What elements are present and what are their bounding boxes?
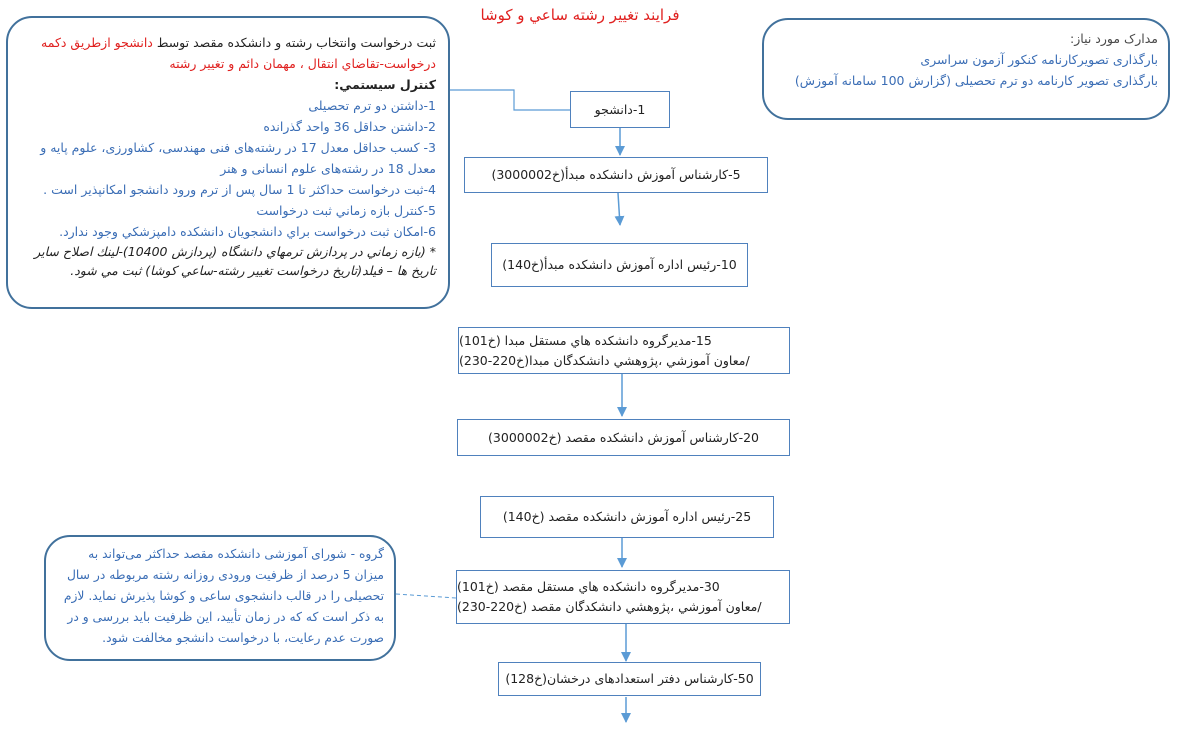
step-origin-education-expert: 5-كارشناس آموزش دانشكده مبدأ(خ3000002) bbox=[464, 157, 768, 193]
document-item: بارگذاری تصویر کارنامه دو ترم تحصیلی (گزارش 100 سامانه آموزش) bbox=[794, 73, 1158, 88]
step-destination-education-head: 25-رئیس اداره آموزش دانشکده مقصد (خ140) bbox=[480, 496, 774, 538]
control-item: 3- کسب حداقل معدل 17 در رشته‌های فنی مهندسی، کشاورزی، علوم پایه و معدل 18 در رشته‌های علوم انسانی و هنر bbox=[40, 140, 436, 176]
arrow-2 bbox=[618, 193, 620, 225]
step-student: 1-دانشجو bbox=[570, 91, 670, 128]
dashed-connector-council bbox=[396, 594, 456, 598]
controls-note: * (بازه زماني در پردازش ترمهاي دانشگاه (پردازش 10400)-لينك اصلاح ساير تاريخ ها – فيلد(تاريخ درخواست تغيير رشته-ساعي كوشا) ثبت مي شود. bbox=[34, 244, 436, 278]
connector-controls-to-student bbox=[450, 90, 570, 110]
step-talent-office-expert: 50-كارشناس دفتر استعدادهای درخشان(خ128) bbox=[498, 662, 761, 696]
council-note-box: گروه - شورای آموزشی دانشکده مقصد حداکثر می‌تواند به میزان 5 درصد از ظرفیت ورودی روزانه رشته مربوطه در سال تحصیلی را در قالب دانشجوی ساعی و کوشا پذیرش نماید. لازم به ذکر است که که در زمان تأیید، این ظرفیت باید بررسی و در صورت عدم رعایت، با درخواست دانشجو مخالفت شود. bbox=[44, 535, 396, 661]
control-item: 2-داشتن حداقل 36 واحد گذرانده bbox=[263, 119, 436, 134]
control-item: 4-ثبت درخواست حداکثر تا 1 سال پس از ترم ورود دانشجو امکانپذیر است . bbox=[43, 182, 436, 197]
control-item: 6-امكان ثبت درخواست براي دانشجويان دانشكده دامپزشكي وجود ندارد. bbox=[59, 224, 436, 239]
control-item: 5-كنترل بازه زماني ثبت درخواست bbox=[256, 203, 436, 218]
step-destination-department-head-line2: /معاون آموزشي ،پژوهشي دانشكدگان مقصد (خ220-230) bbox=[457, 599, 762, 614]
step-origin-department-head bbox=[458, 327, 790, 374]
document-item: بارگذاری تصویرکارنامه کنکور آزمون سراسری bbox=[920, 52, 1158, 67]
controls-intro-highlight: دانشجو ازطريق دكمه درخواست-تقاضاي انتقال ، مهمان دائم و تغيير رشته bbox=[41, 35, 436, 71]
control-item: 1-داشتن دو ترم تحصیلی bbox=[308, 98, 436, 113]
step-origin-education-head: 10-رئيس اداره آموزش دانشكده مبدأ(خ140) bbox=[491, 243, 748, 287]
step-origin-department-head-line1: 15-مديرگروه دانشكده هاي مستقل مبدا (خ101) bbox=[459, 332, 712, 348]
step-destination-department-head-line1: 30-مديرگروه دانشكده هاي مستقل مقصد (خ101) bbox=[457, 579, 720, 594]
diagram-title: فرايند تغيير رشته ساعي و كوشا bbox=[480, 6, 680, 24]
step-destination-department-head bbox=[456, 570, 790, 624]
documents-heading: مدارک مورد نیاز: bbox=[1070, 31, 1158, 46]
controls-intro-text: ثبت درخواست وانتخاب رشته و دانشکده مقصد توسط bbox=[152, 35, 436, 50]
step-origin-department-head-line2: /معاون آموزشي ،پژوهشي دانشكدگان مبدا(خ220-230) bbox=[459, 352, 750, 368]
controls-heading: كنترل سيستمي: bbox=[334, 77, 436, 92]
step-destination-education-expert: 20-کارشناس آموزش دانشکده مقصد (خ3000002) bbox=[457, 419, 790, 456]
